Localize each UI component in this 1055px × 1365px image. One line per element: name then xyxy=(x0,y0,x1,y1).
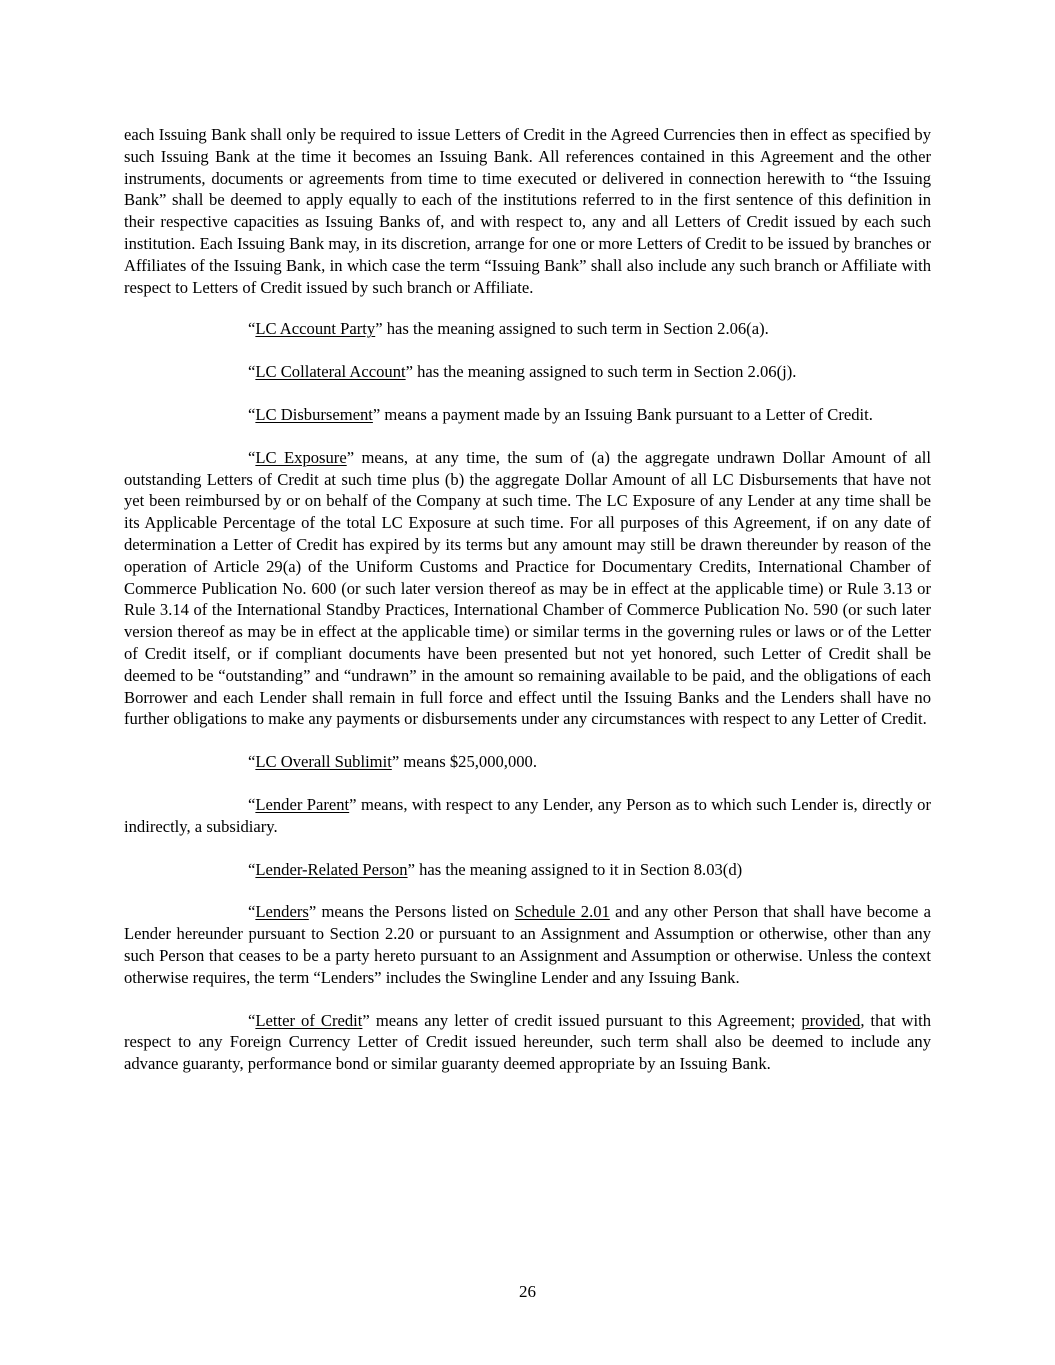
open-quote: “ xyxy=(248,319,256,339)
definition-body: ” has the meaning assigned to such term in Section 2.06(a). xyxy=(375,319,769,339)
defined-term: LC Exposure xyxy=(255,447,347,467)
definition-body: ” means, with respect to any Lender, any Person as to which such Lender is, directly or indirectly, a subsidiary. xyxy=(124,794,932,836)
defined-term: Lender Parent xyxy=(255,794,350,814)
proviso-term: provided xyxy=(801,1010,861,1030)
definition-body: ” means any letter of credit issued pursuant to this Agreement; xyxy=(362,1010,802,1030)
defined-term: LC Collateral Account xyxy=(255,362,406,382)
definition-lenders xyxy=(124,901,931,988)
open-quote: “ xyxy=(248,362,256,382)
definition-body-continued: , that with respect to any Foreign Currency Letter of Credit issued hereunder, such term shall also be deemed to include any advance guaranty, performance bond or similar guaranty deemed appropriate by an Issuing Bank. xyxy=(124,1010,931,1074)
definition-lc-account-party xyxy=(124,318,931,340)
open-quote: “ xyxy=(248,447,256,467)
definition-letter-of-credit xyxy=(124,1010,931,1075)
definition-lc-disbursement xyxy=(124,404,931,426)
definition-body: ” has the meaning assigned to it in Section 8.03(d) xyxy=(407,859,743,879)
schedule-reference: Schedule 2.01 xyxy=(514,902,610,922)
defined-term: LC Disbursement xyxy=(255,404,373,424)
definition-body: ” has the meaning assigned to such term in Section 2.06(j). xyxy=(405,362,797,382)
definition-lender-related-person xyxy=(124,859,931,881)
open-quote: “ xyxy=(248,1010,256,1030)
defined-term: LC Overall Sublimit xyxy=(255,752,392,772)
definition-lc-exposure xyxy=(124,447,931,730)
defined-term: Letter of Credit xyxy=(255,1010,363,1030)
open-quote: “ xyxy=(248,902,256,922)
definition-body: ” means the Persons listed on xyxy=(308,902,515,922)
page-number: 26 xyxy=(519,1282,536,1301)
document-page xyxy=(124,124,931,1096)
definition-lender-parent xyxy=(124,794,931,838)
definition-body-continued: and any other Person that shall have become a Lender hereunder pursuant to Section 2.20 or pursuant to an Assignment and Assumption or otherwise, other than any such Person that ceases to be a party hereto pursuant to an Assignment and Assumption or otherwise. Unless the context otherwise requires, the term “Lenders” includes the Swingline Lender and any Issuing Bank. xyxy=(124,902,931,987)
definition-body: ” means a payment made by an Issuing Bank pursuant to a Letter of Credit. xyxy=(372,404,873,424)
open-quote: “ xyxy=(248,794,256,814)
definition-body: ” means $25,000,000. xyxy=(391,752,537,772)
defined-term: Lenders xyxy=(255,902,309,922)
definition-lc-collateral-account xyxy=(124,361,931,383)
defined-term: Lender-Related Person xyxy=(255,859,408,879)
open-quote: “ xyxy=(248,859,256,879)
open-quote: “ xyxy=(248,752,256,772)
definition-body: ” means, at any time, the sum of (a) the aggregate undrawn Dollar Amount of all outstanding Letters of Credit at such time plus (b) the aggregate Dollar Amount of all LC Disbursements that have not yet been reimbursed by or on behalf of the Company at such time. The LC Exposure of any Lender at any time shall be its Applicable Percentage of the total LC Exposure at such time. For all purposes of this Agreement, if on any date of determination a Letter of Credit has expired by its terms but any amount may still be drawn thereunder by reason of the operation of Article 29(a) of the Uniform Customs and Practice for Documentary Credits, International Chamber of Commerce Publication No. 600 (or such later version thereof as may be in effect at the applicable time) or Rule 3.13 or Rule 3.14 of the International Standby Practices, International Chamber of Commerce Publication No. 590 (or such later version thereof as may be in effect at the applicable time) or similar terms in the governing rules or laws or of the Letter of Credit itself, or if compliant documents have been presented but not yet honored, such Letter of Credit shall be deemed to be “outstanding” and “undrawn” in the amount so remaining available to be paid, and the obligations of each Borrower and each Lender shall remain in full force and effect until the Issuing Banks and the Lenders shall have no further obligations to make any payments or disbursements under any circumstances with respect to any Letter of Credit. xyxy=(124,447,932,729)
intro-paragraph: each Issuing Bank shall only be required to issue Letters of Credit in the Agreed Currencies then in effect as specified by such Issuing Bank at the time it becomes an Issuing Bank. All references contained in this Agreement and the other instruments, documents or agreements from time to time executed or delivered in connection herewith to “the Issuing Bank” shall be deemed to apply equally to each of the institutions referred to in the first sentence of this definition in their respective capacities as Issuing Banks of, and with respect to, any and all Letters of Credit issued by each such institution. Each Issuing Bank may, in its discretion, arrange for one or more Letters of Credit to be issued by branches or Affiliates of the Issuing Bank, in which case the term “Issuing Bank” shall also include any such branch or Affiliate with respect to Letters of Credit issued by such branch or Affiliate. xyxy=(124,125,931,297)
open-quote: “ xyxy=(248,404,256,424)
definition-lc-overall-sublimit xyxy=(124,751,931,773)
defined-term: LC Account Party xyxy=(255,319,376,339)
